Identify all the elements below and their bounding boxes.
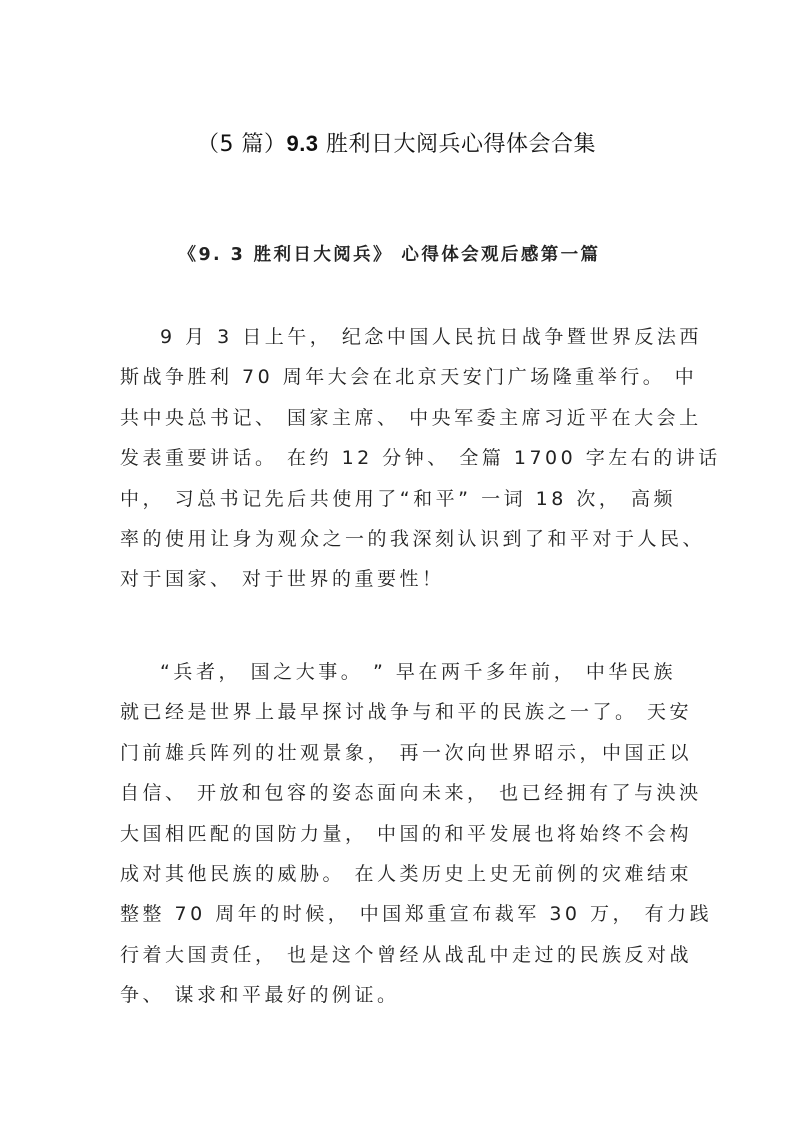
paragraph-2 <box>120 652 713 1016</box>
paragraph-line: 行着大国责任， 也是这个曾经从战乱中走过的民族反对战 <box>120 943 693 966</box>
paragraph-line: 争、 谋求和平最好的例证。 <box>120 984 400 1007</box>
document-title <box>0 128 793 161</box>
paragraph-line: 9 月 3 日上午， 纪念中国人民抗日战争暨世界反法西 <box>160 326 702 348</box>
paragraph-line: 自信、 开放和包容的姿态面向未来， 也已经拥有了与泱泱 <box>120 782 702 805</box>
article-subtitle: 《9. 3 胜利日大阅兵》 心得体会观后感第一篇 <box>178 245 601 265</box>
title-prefix: （5 篇） <box>196 132 287 157</box>
paragraph-line: 大国相匹配的国防力量， 中国的和平发展也将始终不会构 <box>120 822 693 845</box>
title-main: 胜利日大阅兵心得体会合集 <box>318 132 597 157</box>
paragraph-line: 就已经是世界上最早探讨战争与和平的民族之一了。 天安 <box>120 701 693 724</box>
paragraph-line: 发表重要讲话。 在约 12 分钟、 全篇 1700 字左右的讲话 <box>120 447 721 470</box>
paragraph-1 <box>120 317 721 600</box>
paragraph-line: 共中央总书记、 国家主席、 中央军委主席习近平在大会上 <box>120 406 702 429</box>
paragraph-line: 率的使用让身为观众之一的我深刻认识到了和平对于人民、 <box>120 527 706 550</box>
paragraph-line: 对于国家、 对于世界的重要性！ <box>120 568 445 591</box>
paragraph-line: 成对其他民族的威胁。 在人类历史上史无前例的灾难结束 <box>120 862 693 885</box>
paragraph-line: 门前雄兵阵列的壮观景象， 再一次向世界昭示，中国正以 <box>120 741 693 764</box>
paragraph-line: 整整 70 周年的时候， 中国郑重宣布裁军 30 万， 有力践 <box>120 903 713 926</box>
paragraph-line: 中， 习总书记先后共使用了“和平” 一词 18 次， 高频 <box>120 487 676 510</box>
title-number: 9.3 <box>286 131 319 156</box>
paragraph-line: “兵者， 国之大事。 ” 早在两千多年前， 中华民族 <box>160 661 676 683</box>
paragraph-line: 斯战争胜利 70 周年大会在北京天安门广场隆重举行。 中 <box>120 366 698 389</box>
